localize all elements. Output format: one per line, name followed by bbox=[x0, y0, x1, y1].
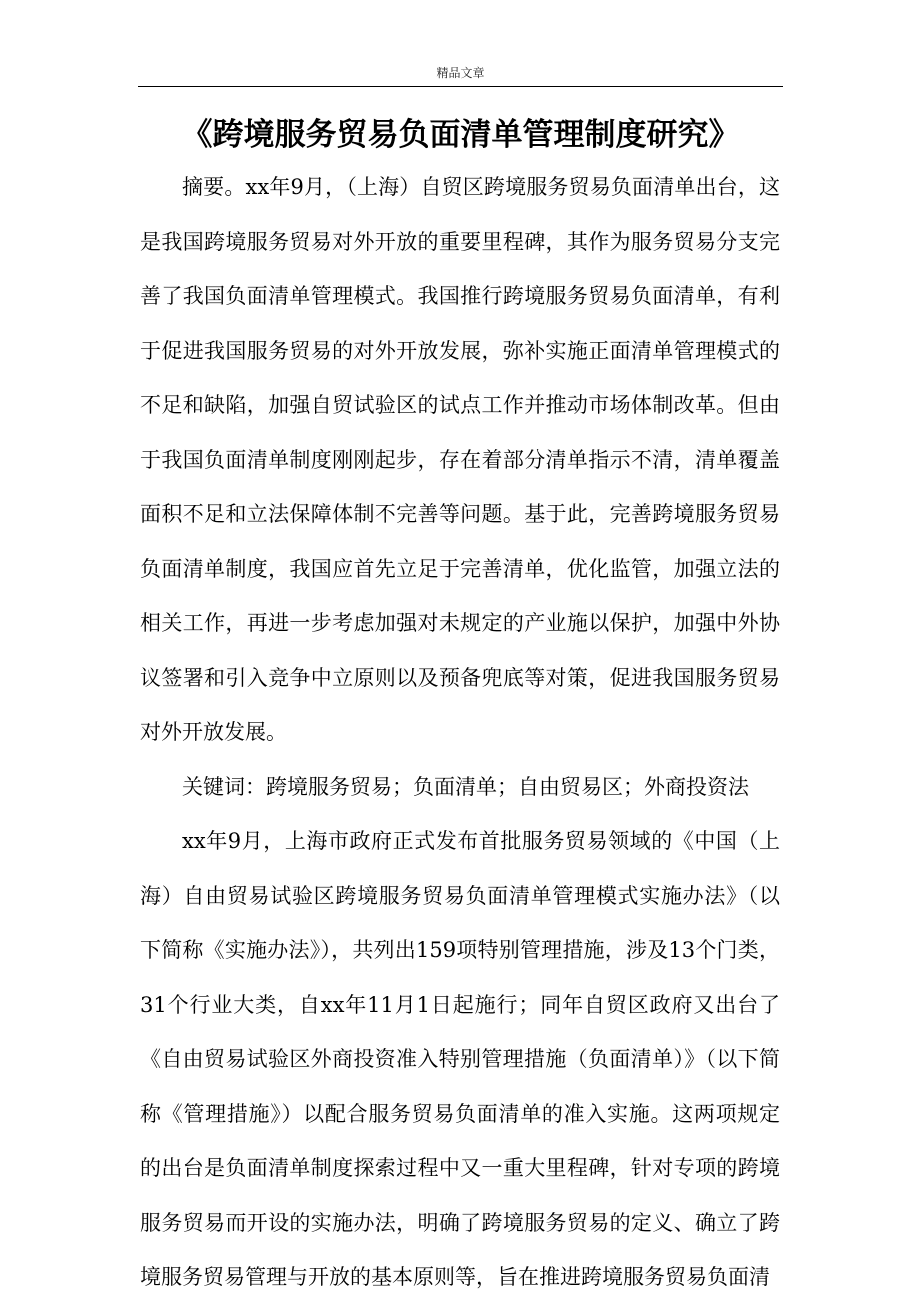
document-body bbox=[140, 160, 780, 1305]
abstract-paragraph: 摘要。xx年9月，（上海）自贸区跨境服务贸易负面清单出台，这是我国跨境服务贸易对外开放的重要里程碑，其作为服务贸易分支完善了我国负面清单管理模式。我国推行跨境服务贸易负面清单，有利于促进我国服务贸易的对外开放发展，弥补实施正面清单管理模式的不足和缺陷，加强自贸试验区的试点工作并推动市场体制改革。但由于我国负面清单制度刚刚起步，存在着部分清单指示不清，清单覆盖面积不足和立法保障体制不完善等问题。基于此，完善跨境服务贸易负面清单制度，我国应首先立足于完善清单，优化监管，加强立法的相关工作，再进一步考虑加强对未规定的产业施以保护，加强中外协议签署和引入竞争中立原则以及预备兜底等对策，促进我国服务贸易对外开放发展。 bbox=[140, 175, 780, 744]
keywords-paragraph: 关键词：跨境服务贸易；负面清单；自由贸易区；外商投资法 bbox=[182, 774, 749, 799]
document-title: 《跨境服务贸易负面清单管理制度研究》 bbox=[181, 117, 740, 153]
body-paragraph: xx年9月，上海市政府正式发布首批服务贸易领域的《中国（上海）自由贸易试验区跨境服务贸易负面清单管理模式实施办法》（以下简称《实施办法》），共列出159项特别管理措施，涉及13个门类，31个行业大类，自xx年11月1日起施行；同年自贸区政府又出台了《自由贸易试验区外商投资准入特别管理措施（负面清单）》（以下简称《管理措施》）以配合服务贸易负面清单的准入实施。这两项规定的出台是负面清单制度探索过程中又一重大里程碑，针对专项的跨境服务贸易而开设的实施办法，明确了跨境服务贸易的定义、确立了跨境服务贸易管理与开放的基本原则等，旨在推进跨境服务贸易负面清 bbox=[140, 829, 780, 1289]
header-divider bbox=[138, 86, 783, 87]
page-header: 精品文章 bbox=[436, 66, 485, 80]
